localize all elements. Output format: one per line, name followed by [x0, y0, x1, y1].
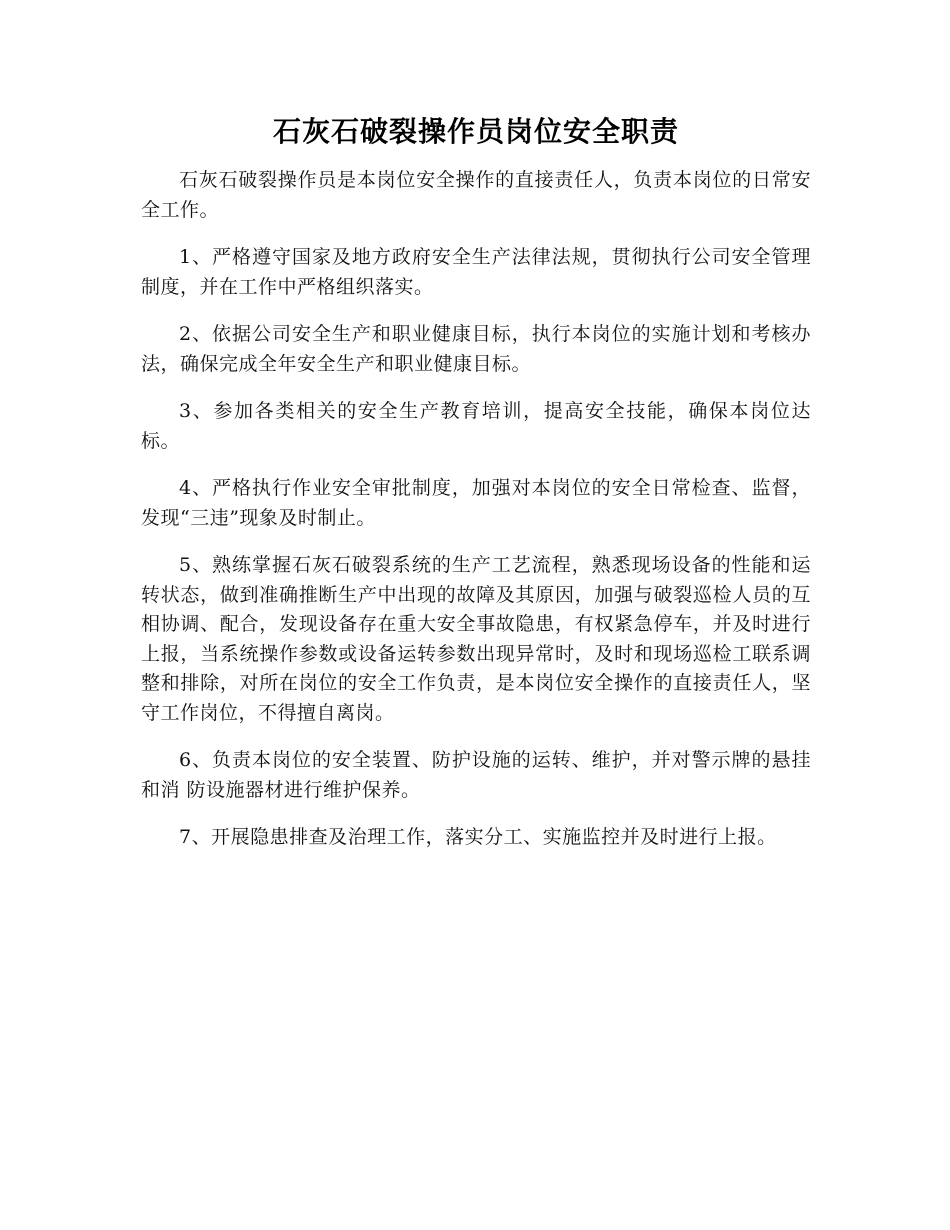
document-body [141, 166, 811, 853]
intro-paragraph: 石灰石破裂操作员是本岗位安全操作的直接责任人，负责本岗位的日常安全工作。 [141, 169, 811, 221]
duty-item-6: 6、负责本岗位的安全装置、防护设施的运转、维护，并对警示牌的悬挂和消 防设施器材进行维护保养。 [141, 749, 811, 801]
duty-item-2: 2、依据公司安全生产和职业健康目标，执行本岗位的实施计划和考核办法，确保完成全年安全生产和职业健康目标。 [141, 323, 811, 375]
document-page [141, 110, 811, 871]
duty-item-3: 3、参加各类相关的安全生产教育培训，提高安全技能，确保本岗位达标。 [141, 400, 811, 452]
duty-item-4: 4、严格执行作业安全审批制度，加强对本岗位的安全日常检查、监督，发现“三违”现象及时制止。 [141, 477, 811, 529]
duty-item-1: 1、严格遵守国家及地方政府安全生产法律法规，贯彻执行公司安全管理制度，并在工作中严格组织落实。 [141, 246, 811, 298]
document-title: 石灰石破裂操作员岗位安全职责 [272, 115, 679, 148]
duty-item-5: 5、熟练掌握石灰石破裂系统的生产工艺流程，熟悉现场设备的性能和运转状态，做到准确推断生产中出现的故障及其原因，加强与破裂巡检人员的互相协调、配合，发现设备存在重大安全事故隐患，有权紧急停车，并及时进行上报，当系统操作参数或设备运转参数出现异常时，及时和现场巡检工联系调整和排除，对所在岗位的安全工作负责，是本岗位安全操作的直接责任人，坚守工作岗位，不得擅自离岗。 [141, 554, 811, 724]
duty-item-7: 7、开展隐患排查及治理工作，落实分工、实施监控并及时进行上报。 [179, 826, 777, 848]
